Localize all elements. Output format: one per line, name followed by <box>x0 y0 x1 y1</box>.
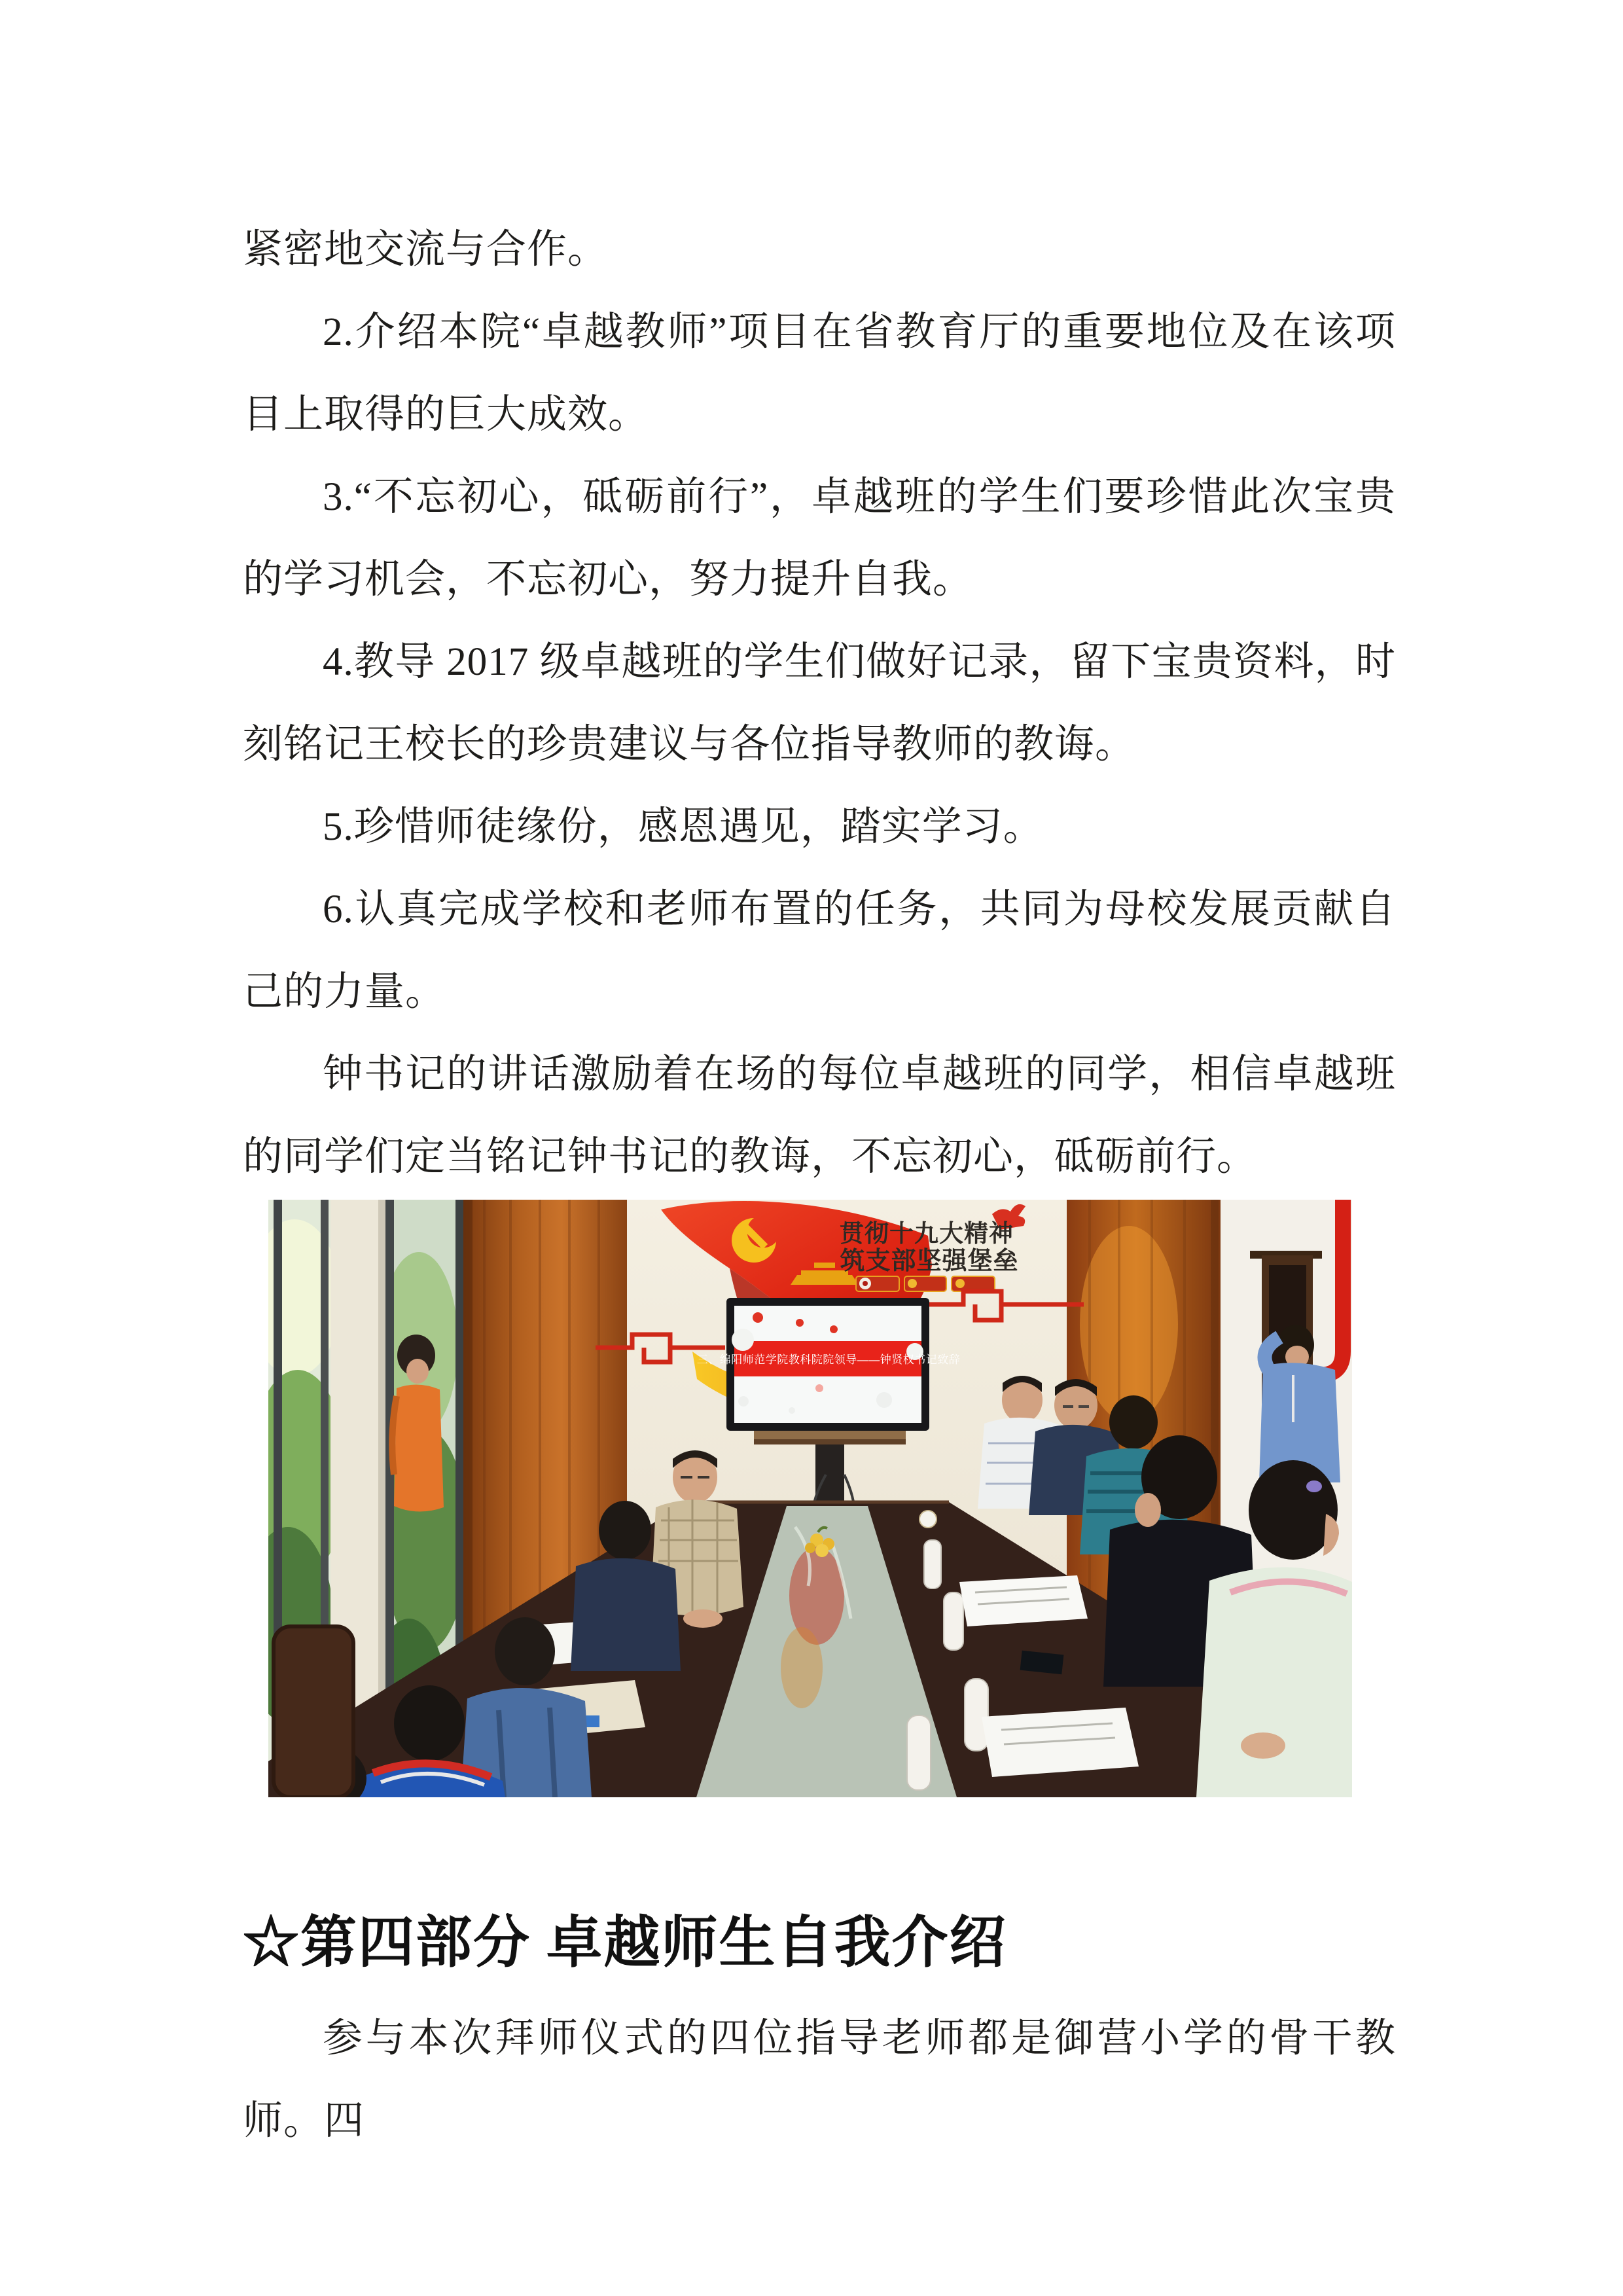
meeting-photo <box>268 1200 1352 1797</box>
section-heading: ☆第四部分 卓越师生自我介绍 <box>243 1911 1007 1974</box>
paragraph: 3.“不忘初心，砥砺前行”，卓越班的学生们要珍惜此次宝贵的学习机会，不忘初心，努力提升自我。 <box>243 475 1396 601</box>
paragraph: 钟书记的讲话激励着在场的每位卓越班的同学，相信卓越班的同学们定当铭记钟书记的教诲，不忘初心，砥砺前行。 <box>243 1052 1396 1179</box>
document-text <box>243 209 1396 1198</box>
paragraph: 参与本次拜师仪式的四位指导老师都是御营小学的骨干教师。四 <box>243 2017 1396 2143</box>
paragraph: 2.介绍本院“卓越教师”项目在省教育厅的重要地位及在该项目上取得的巨大成效。 <box>243 310 1396 437</box>
chair <box>274 1626 353 1797</box>
wall-slogan-line1: 贯彻十九大精神 <box>840 1220 1014 1247</box>
meeting-photo-illustration <box>268 1200 1352 1797</box>
tv-stand-shelf <box>754 1431 906 1441</box>
tv-slide-text: 三、绵阳师范学院教科院院领导——钟贤权书记致辞 <box>696 1354 961 1366</box>
paragraph: 5.珍惜师徒缘份，感恩遇见，踏实学习。 <box>323 805 1044 849</box>
wall-slogan-line2: 筑支部坚强堡垒 <box>840 1247 1019 1275</box>
paragraph: 4.教导 2017 级卓越班的学生们做好记录，留下宝贵资料，时刻铭记王校长的珍贵建议与各位指导教师的教诲。 <box>243 640 1396 766</box>
paragraph: 6.认真完成学校和老师布置的任务，共同为母校发展贡献自己的力量。 <box>243 888 1396 1014</box>
wall-slogan <box>840 1220 1019 1275</box>
paragraph: 紧密地交流与合作。 <box>243 228 609 272</box>
closing-text <box>243 1998 1396 2162</box>
paper-sheet <box>982 1708 1139 1777</box>
